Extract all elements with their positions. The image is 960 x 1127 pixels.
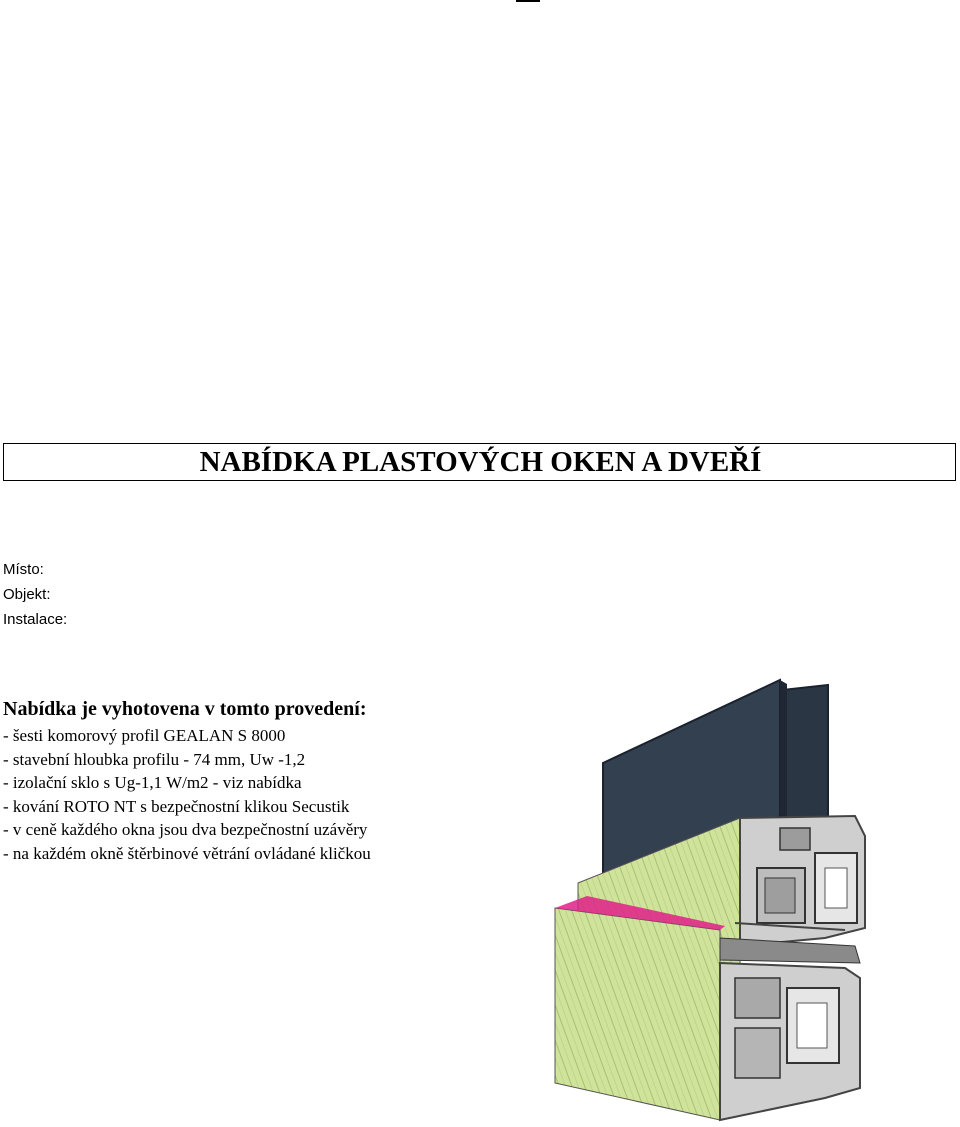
instalace-label: Instalace: [3,611,68,628]
spec-item: - šesti komorový profil GEALAN S 8000 [3,726,286,745]
window-profile-illustration [525,668,900,1127]
page-title: NABÍDKA PLASTOVÝCH OKEN A DVEŘÍ [199,445,762,478]
seal-strip [720,938,860,963]
misto-label: Místo: [3,561,44,578]
offer-heading: Nabídka je vyhotovena v tomto provedení: [3,698,367,720]
spec-item: - kování ROTO NT s bezpečnostní klikou Secustik [3,796,350,816]
top-edge-mark [516,0,540,2]
title-box [3,443,956,481]
spec-item: - na každém okně štěrbinové větrání ovládané kličkou [3,843,371,863]
spec-list [3,724,371,865]
spec-item: - izolační sklo s Ug-1,1 W/m2 - viz nabídka [3,773,302,792]
spec-item: - v ceně každého okna jsou dva bezpečnostní uzávěry [3,820,368,839]
spec-item: - stavební hloubka profilu - 74 mm, Uw -1,2 [3,749,306,769]
objekt-label: Objekt: [3,586,51,603]
frame-wood-face [555,908,720,1120]
